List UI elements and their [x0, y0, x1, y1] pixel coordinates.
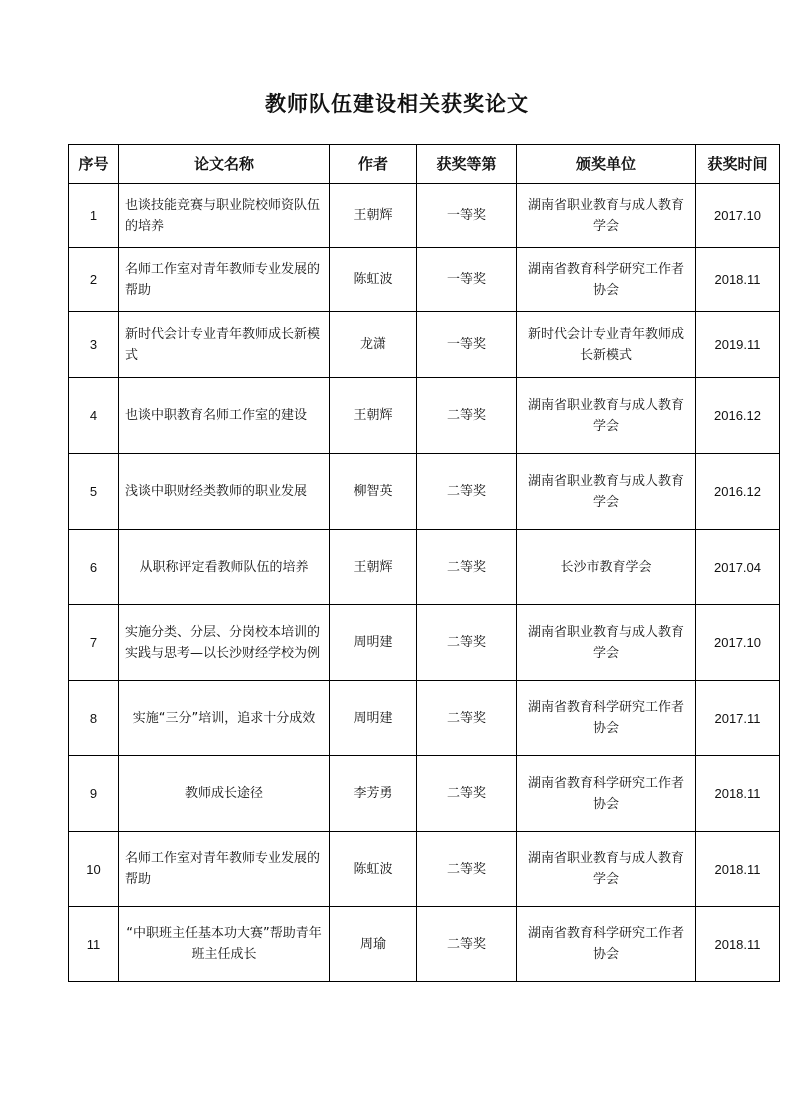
- cell-paper-title: 也谈中职教育名师工作室的建设: [119, 378, 330, 454]
- table-row: [69, 605, 780, 681]
- cell-author: 周明建: [330, 681, 417, 756]
- cell-issuer: 湖南省教育科学研究工作者协会: [517, 681, 696, 756]
- cell-award-date: 2017.10: [696, 605, 780, 681]
- cell-award-grade: 一等奖: [417, 248, 517, 312]
- cell-award-date: 2016.12: [696, 454, 780, 530]
- cell-author: 柳智英: [330, 454, 417, 530]
- cell-award-date: 2019.11: [696, 312, 780, 378]
- cell-issuer: 湖南省职业教育与成人教育学会: [517, 184, 696, 248]
- cell-issuer: 湖南省职业教育与成人教育学会: [517, 605, 696, 681]
- page-title: 教师队伍建设相关获奖论文: [265, 92, 529, 116]
- table-row: [69, 184, 780, 248]
- cell-serial: 8: [69, 681, 119, 756]
- cell-serial: 5: [69, 454, 119, 530]
- cell-serial: 6: [69, 530, 119, 605]
- cell-award-date: 2017.10: [696, 184, 780, 248]
- awards-table: [68, 144, 780, 982]
- cell-award-grade: 二等奖: [417, 530, 517, 605]
- table-row: [69, 312, 780, 378]
- cell-serial: 4: [69, 378, 119, 454]
- cell-award-grade: 二等奖: [417, 454, 517, 530]
- cell-issuer: 湖南省职业教育与成人教育学会: [517, 378, 696, 454]
- cell-author: 王朝辉: [330, 530, 417, 605]
- cell-issuer: 新时代会计专业青年教师成长新模式: [517, 312, 696, 378]
- cell-award-grade: 二等奖: [417, 605, 517, 681]
- table-row: [69, 248, 780, 312]
- cell-award-date: 2017.04: [696, 530, 780, 605]
- cell-paper-title: 名师工作室对青年教师专业发展的帮助: [119, 832, 330, 907]
- cell-award-grade: 一等奖: [417, 184, 517, 248]
- table-row: [69, 832, 780, 907]
- cell-issuer: 湖南省教育科学研究工作者协会: [517, 756, 696, 832]
- cell-paper-title: 实施“三分”培训，追求十分成效: [119, 681, 330, 756]
- cell-issuer: 湖南省职业教育与成人教育学会: [517, 454, 696, 530]
- cell-award-date: 2018.11: [696, 756, 780, 832]
- cell-author: 周明建: [330, 605, 417, 681]
- header-award-grade: 获奖等第: [417, 145, 517, 184]
- cell-serial: 1: [69, 184, 119, 248]
- cell-award-date: 2018.11: [696, 248, 780, 312]
- cell-award-date: 2016.12: [696, 378, 780, 454]
- cell-serial: 7: [69, 605, 119, 681]
- cell-issuer: 湖南省教育科学研究工作者协会: [517, 248, 696, 312]
- cell-serial: 9: [69, 756, 119, 832]
- cell-award-date: 2018.11: [696, 832, 780, 907]
- cell-serial: 10: [69, 832, 119, 907]
- cell-issuer: 湖南省教育科学研究工作者协会: [517, 907, 696, 982]
- cell-paper-title: 也谈技能竞赛与职业院校师资队伍的培养: [119, 184, 330, 248]
- cell-paper-title: “中职班主任基本功大赛”帮助青年班主任成长: [119, 907, 330, 982]
- cell-award-grade: 二等奖: [417, 756, 517, 832]
- cell-award-grade: 二等奖: [417, 907, 517, 982]
- table-row: [69, 907, 780, 982]
- table-row: [69, 530, 780, 605]
- table-row: [69, 756, 780, 832]
- cell-paper-title: 从职称评定看教师队伍的培养: [119, 530, 330, 605]
- table-header-row: [69, 145, 780, 184]
- cell-author: 王朝辉: [330, 184, 417, 248]
- cell-issuer: 长沙市教育学会: [517, 530, 696, 605]
- cell-author: 李芳勇: [330, 756, 417, 832]
- table-row: [69, 454, 780, 530]
- header-paper-title: 论文名称: [119, 145, 330, 184]
- cell-award-date: 2017.11: [696, 681, 780, 756]
- header-author: 作者: [330, 145, 417, 184]
- header-serial: 序号: [69, 145, 119, 184]
- header-award-date: 获奖时间: [696, 145, 780, 184]
- cell-award-date: 2018.11: [696, 907, 780, 982]
- table-row: [69, 378, 780, 454]
- cell-award-grade: 一等奖: [417, 312, 517, 378]
- cell-serial: 11: [69, 907, 119, 982]
- cell-serial: 2: [69, 248, 119, 312]
- cell-issuer: 湖南省职业教育与成人教育学会: [517, 832, 696, 907]
- header-issuer: 颁奖单位: [517, 145, 696, 184]
- table-row: [69, 681, 780, 756]
- cell-paper-title: 实施分类、分层、分岗校本培训的实践与思考—以长沙财经学校为例: [119, 605, 330, 681]
- cell-author: 陈虹波: [330, 248, 417, 312]
- cell-paper-title: 浅谈中职财经类教师的职业发展: [119, 454, 330, 530]
- cell-paper-title: 名师工作室对青年教师专业发展的帮助: [119, 248, 330, 312]
- cell-author: 陈虹波: [330, 832, 417, 907]
- cell-paper-title: 新时代会计专业青年教师成长新模式: [119, 312, 330, 378]
- cell-award-grade: 二等奖: [417, 378, 517, 454]
- cell-serial: 3: [69, 312, 119, 378]
- cell-award-grade: 二等奖: [417, 832, 517, 907]
- cell-author: 王朝辉: [330, 378, 417, 454]
- cell-award-grade: 二等奖: [417, 681, 517, 756]
- cell-author: 周瑜: [330, 907, 417, 982]
- cell-paper-title: 教师成长途径: [119, 756, 330, 832]
- cell-author: 龙潇: [330, 312, 417, 378]
